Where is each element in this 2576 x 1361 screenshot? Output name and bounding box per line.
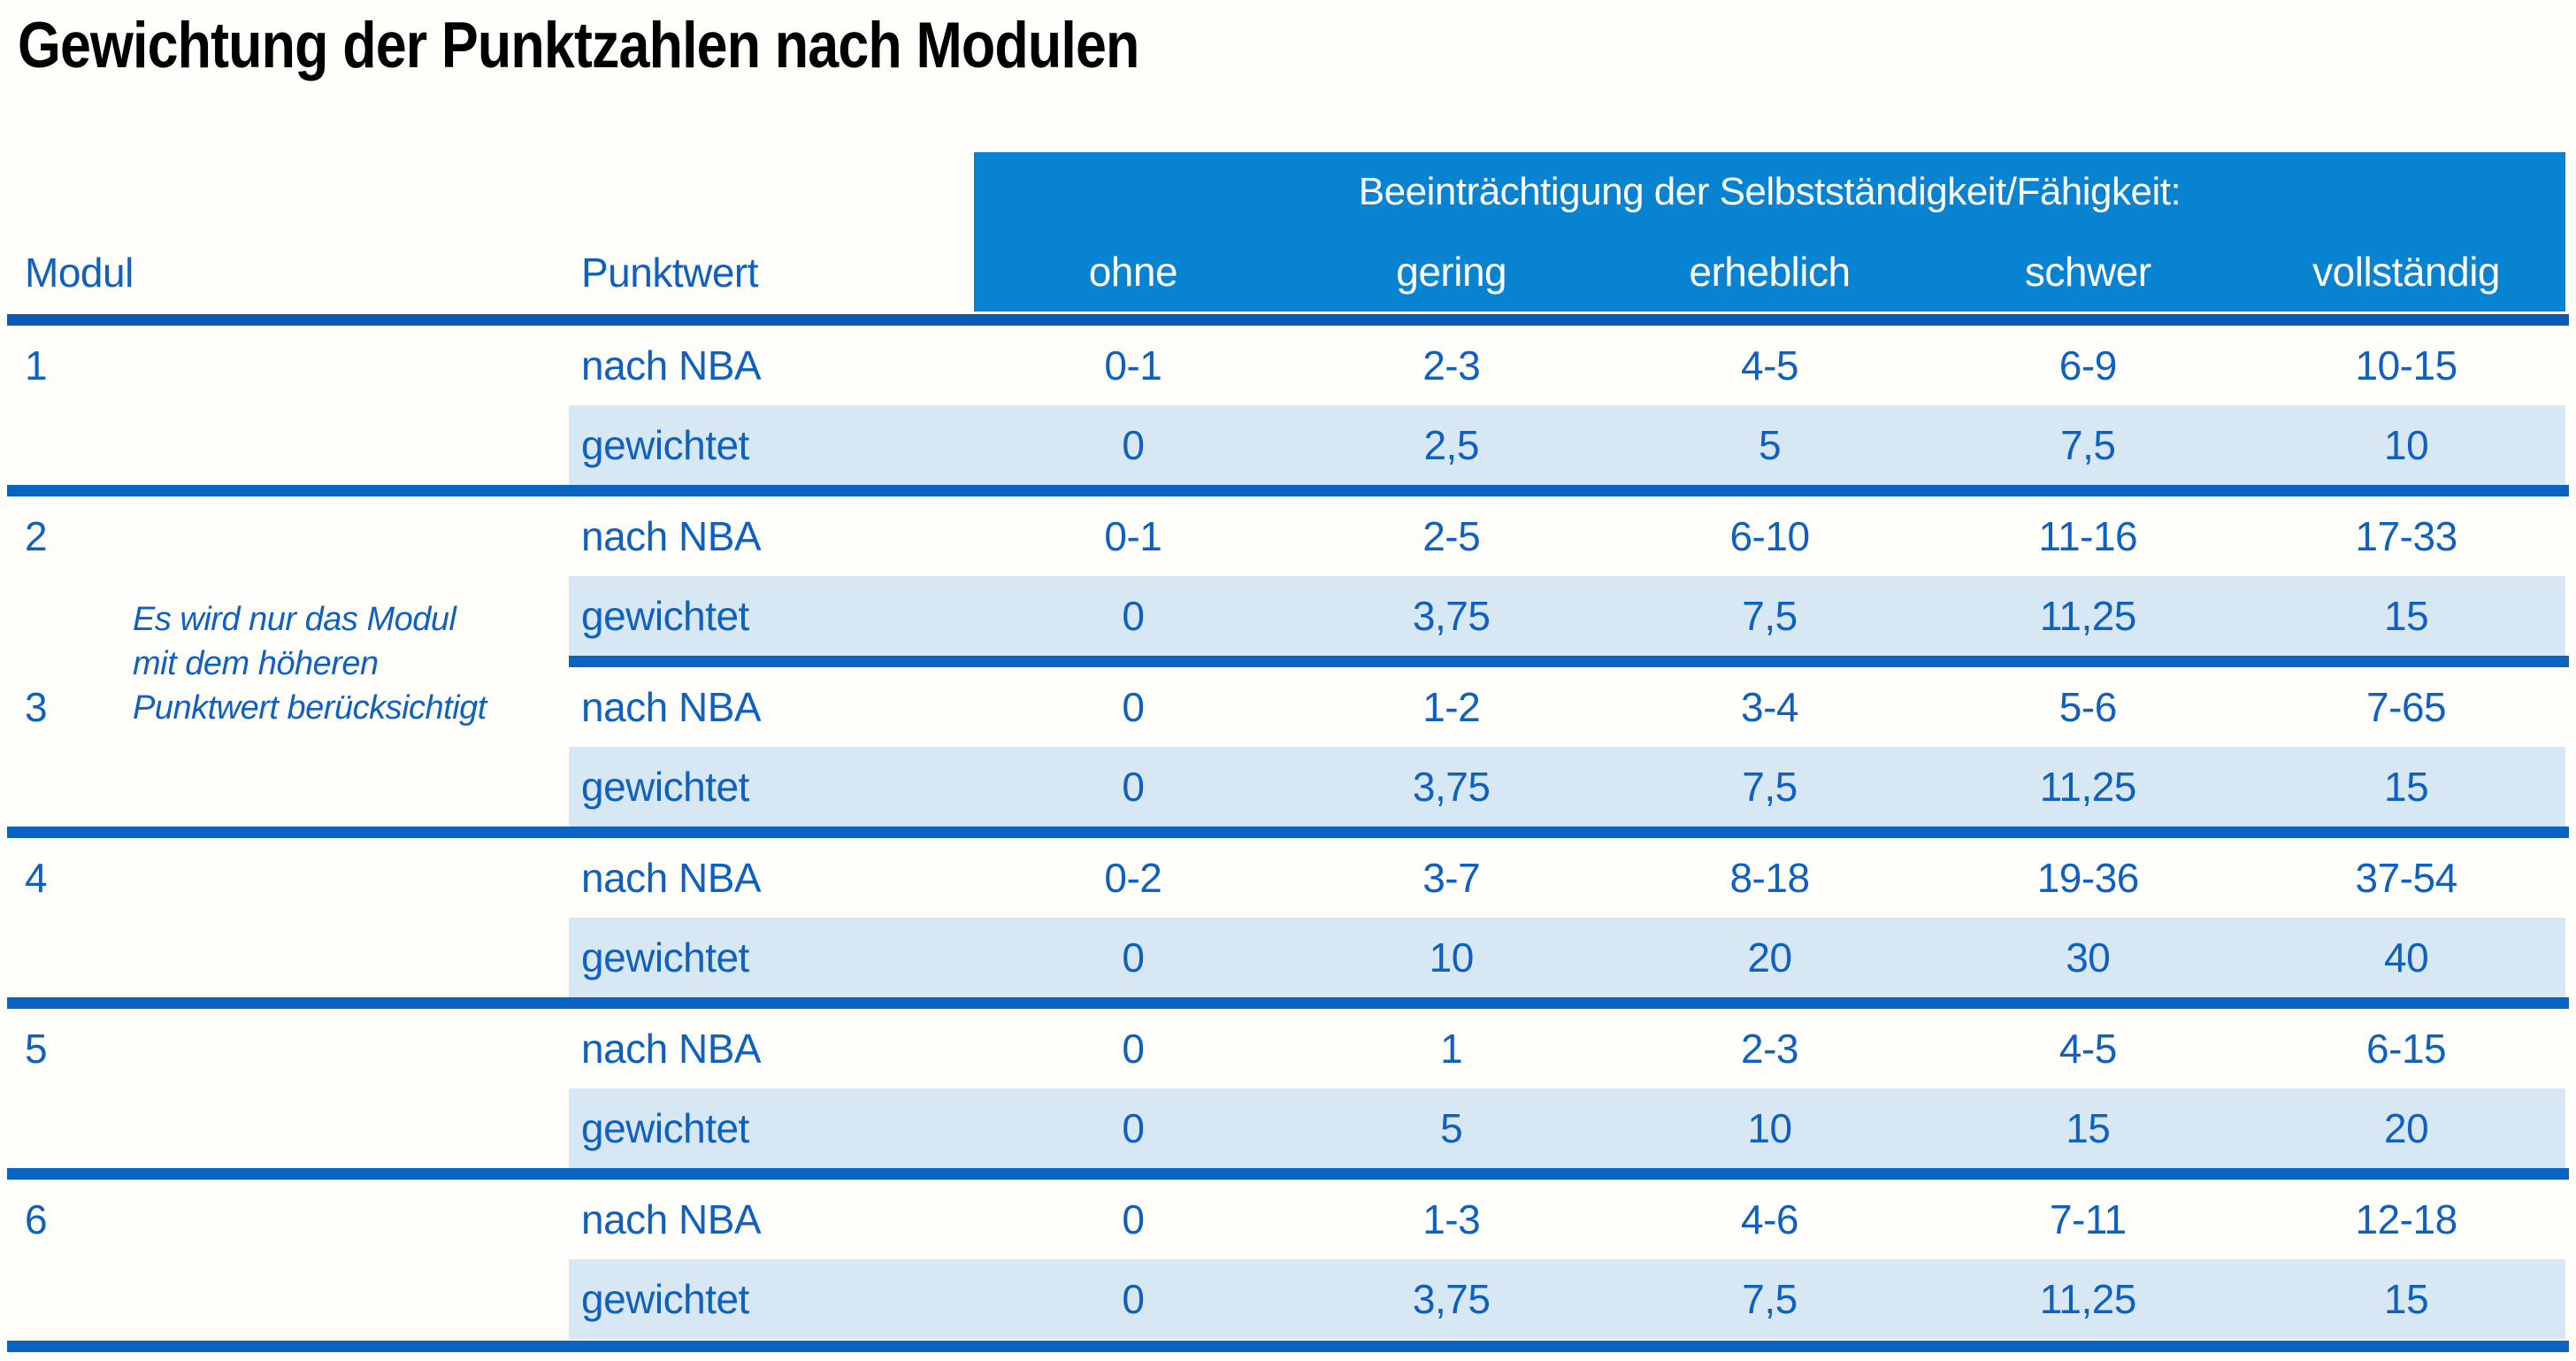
- cell: 1: [1440, 1026, 1463, 1072]
- row-label: gewichtet: [581, 1105, 749, 1151]
- cell: 5: [1440, 1105, 1463, 1151]
- note-line: mit dem höheren: [133, 645, 379, 682]
- cell: 11,25: [2039, 764, 2136, 810]
- row-label: gewichtet: [581, 593, 749, 639]
- cell: 6-10: [1729, 513, 1810, 559]
- module-number: 6: [25, 1196, 48, 1242]
- table-bottom-rule: [7, 1341, 2569, 1352]
- cell: 1-3: [1422, 1196, 1481, 1242]
- cell: 0: [1122, 684, 1145, 730]
- cell: 8-18: [1729, 855, 1810, 901]
- group-divider: [7, 485, 2569, 496]
- table-row-module3-weighted: [7, 747, 2565, 827]
- table-row-module6-nba: [7, 1180, 2565, 1259]
- group-divider: [7, 1168, 2569, 1180]
- shaded-row-band: [569, 1259, 2565, 1339]
- cell: 10-15: [2355, 342, 2457, 388]
- cell: 0: [1122, 1026, 1145, 1072]
- cell: 2-3: [1422, 342, 1481, 388]
- cell: 0: [1122, 1276, 1145, 1322]
- cell: 5: [1758, 422, 1782, 468]
- cell: 0-1: [1104, 342, 1162, 388]
- cell: 20: [1747, 934, 1792, 980]
- cell: 0: [1122, 934, 1145, 980]
- cell: 3-7: [1422, 855, 1481, 901]
- cell: 15: [2384, 593, 2429, 639]
- module-number: 2: [25, 513, 48, 559]
- column-header-schwer: schwer: [2024, 249, 2151, 295]
- cell: 11-16: [2038, 513, 2138, 559]
- shaded-row-band: [569, 747, 2565, 827]
- row-label: gewichtet: [581, 934, 749, 980]
- cell: 11,25: [2039, 593, 2136, 639]
- column-header-gering: gering: [1396, 249, 1507, 295]
- shaded-row-band: [569, 1088, 2565, 1168]
- module-number: 3: [25, 684, 48, 730]
- cell: 6-15: [2366, 1026, 2447, 1072]
- group-divider: [7, 997, 2569, 1009]
- shaded-row-band: [569, 576, 2565, 656]
- group-divider-partial: [569, 656, 2569, 667]
- column-header-erheblich: erheblich: [1689, 249, 1851, 295]
- page-title: Gewichtung der Punktzahlen nach Modulen: [18, 10, 1139, 81]
- table-row-module1-weighted: [7, 405, 2565, 485]
- cell: 7-65: [2366, 684, 2447, 730]
- row-label: nach NBA: [581, 1196, 762, 1242]
- cell: 20: [2384, 1105, 2429, 1151]
- column-header-punktwert: Punktwert: [581, 250, 759, 296]
- severity-column-headers: [974, 232, 2565, 311]
- cell: 10: [1429, 934, 1474, 980]
- cell: 0: [1122, 764, 1145, 810]
- table-row-module3-nba: [7, 667, 2565, 747]
- cell: 7,5: [1742, 593, 1798, 639]
- cell: 15: [2384, 1276, 2429, 1322]
- cell: 10: [1747, 1105, 1792, 1151]
- cell: 2-3: [1741, 1026, 1798, 1072]
- row-label: gewichtet: [581, 1276, 749, 1322]
- severity-banner: [974, 152, 2565, 311]
- row-label: nach NBA: [581, 684, 762, 730]
- cell: 0: [1122, 1196, 1145, 1242]
- table-row-module2-nba: [7, 496, 2565, 576]
- cell: 4-6: [1741, 1196, 1798, 1242]
- row-label: nach NBA: [581, 855, 762, 901]
- row-label: gewichtet: [581, 422, 749, 468]
- cell: 0: [1122, 1105, 1145, 1151]
- cell: 15: [2066, 1105, 2111, 1151]
- cell: 7,5: [1742, 1276, 1798, 1322]
- group-divider: [7, 827, 2569, 838]
- cell: 12-18: [2355, 1196, 2457, 1242]
- cell: 15: [2384, 764, 2429, 810]
- column-header-vollstaendig: vollständig: [2312, 249, 2501, 295]
- cell: 40: [2384, 934, 2429, 980]
- shaded-row-band: [569, 918, 2565, 997]
- cell: 0: [1122, 422, 1145, 468]
- cell: 19-36: [2036, 855, 2139, 901]
- cell: 3-4: [1741, 684, 1798, 730]
- table-row-module6-weighted: [7, 1259, 2565, 1339]
- cell: 10: [2384, 422, 2429, 468]
- cell: 2,5: [1423, 422, 1479, 468]
- cell: 3,75: [1412, 764, 1491, 810]
- cell: 7-11: [2049, 1196, 2127, 1242]
- cell: 37-54: [2355, 855, 2457, 901]
- cell: 0-1: [1104, 513, 1162, 559]
- cell: 0-2: [1104, 855, 1162, 901]
- note-line: Punktwert berücksichtigt: [133, 689, 487, 727]
- row-label: gewichtet: [581, 764, 749, 810]
- note-line: Es wird nur das Modul: [133, 601, 456, 638]
- cell: 7,5: [1742, 764, 1798, 810]
- module-number: 1: [25, 342, 48, 388]
- cell: 30: [2066, 934, 2111, 980]
- cell: 5-6: [2058, 684, 2117, 730]
- row-label: nach NBA: [581, 1026, 762, 1072]
- cell: 6-9: [2058, 342, 2117, 388]
- cell: 3,75: [1412, 1276, 1491, 1322]
- row-label: nach NBA: [581, 342, 762, 388]
- cell: 17-33: [2355, 513, 2457, 559]
- cell: 0: [1122, 593, 1145, 639]
- module-number: 5: [25, 1026, 48, 1072]
- shaded-row-band: [569, 405, 2565, 485]
- cell: 3,75: [1412, 593, 1491, 639]
- cell: 2-5: [1422, 513, 1481, 559]
- table-row-module4-nba: [7, 838, 2565, 918]
- column-header-ohne: ohne: [1088, 249, 1178, 295]
- severity-banner-title: Beeinträchtigung der Selbstständigkeit/Fähigkeit:: [1358, 170, 2181, 213]
- cell: 4-5: [2058, 1026, 2117, 1072]
- cell: 11,25: [2039, 1276, 2136, 1322]
- cell: 1-2: [1422, 684, 1481, 730]
- table-row-module5-weighted: [7, 1088, 2565, 1168]
- table-row-module1-nba: [7, 326, 2565, 405]
- module-number: 4: [25, 855, 48, 901]
- table-row-module5-nba: [7, 1009, 2565, 1088]
- row-label: nach NBA: [581, 513, 762, 559]
- cell: 4-5: [1741, 342, 1798, 388]
- header-divider: [7, 314, 2569, 326]
- column-header-modul: Modul: [25, 250, 134, 296]
- cell: 7,5: [2060, 422, 2116, 468]
- table-row-module4-weighted: [7, 918, 2565, 997]
